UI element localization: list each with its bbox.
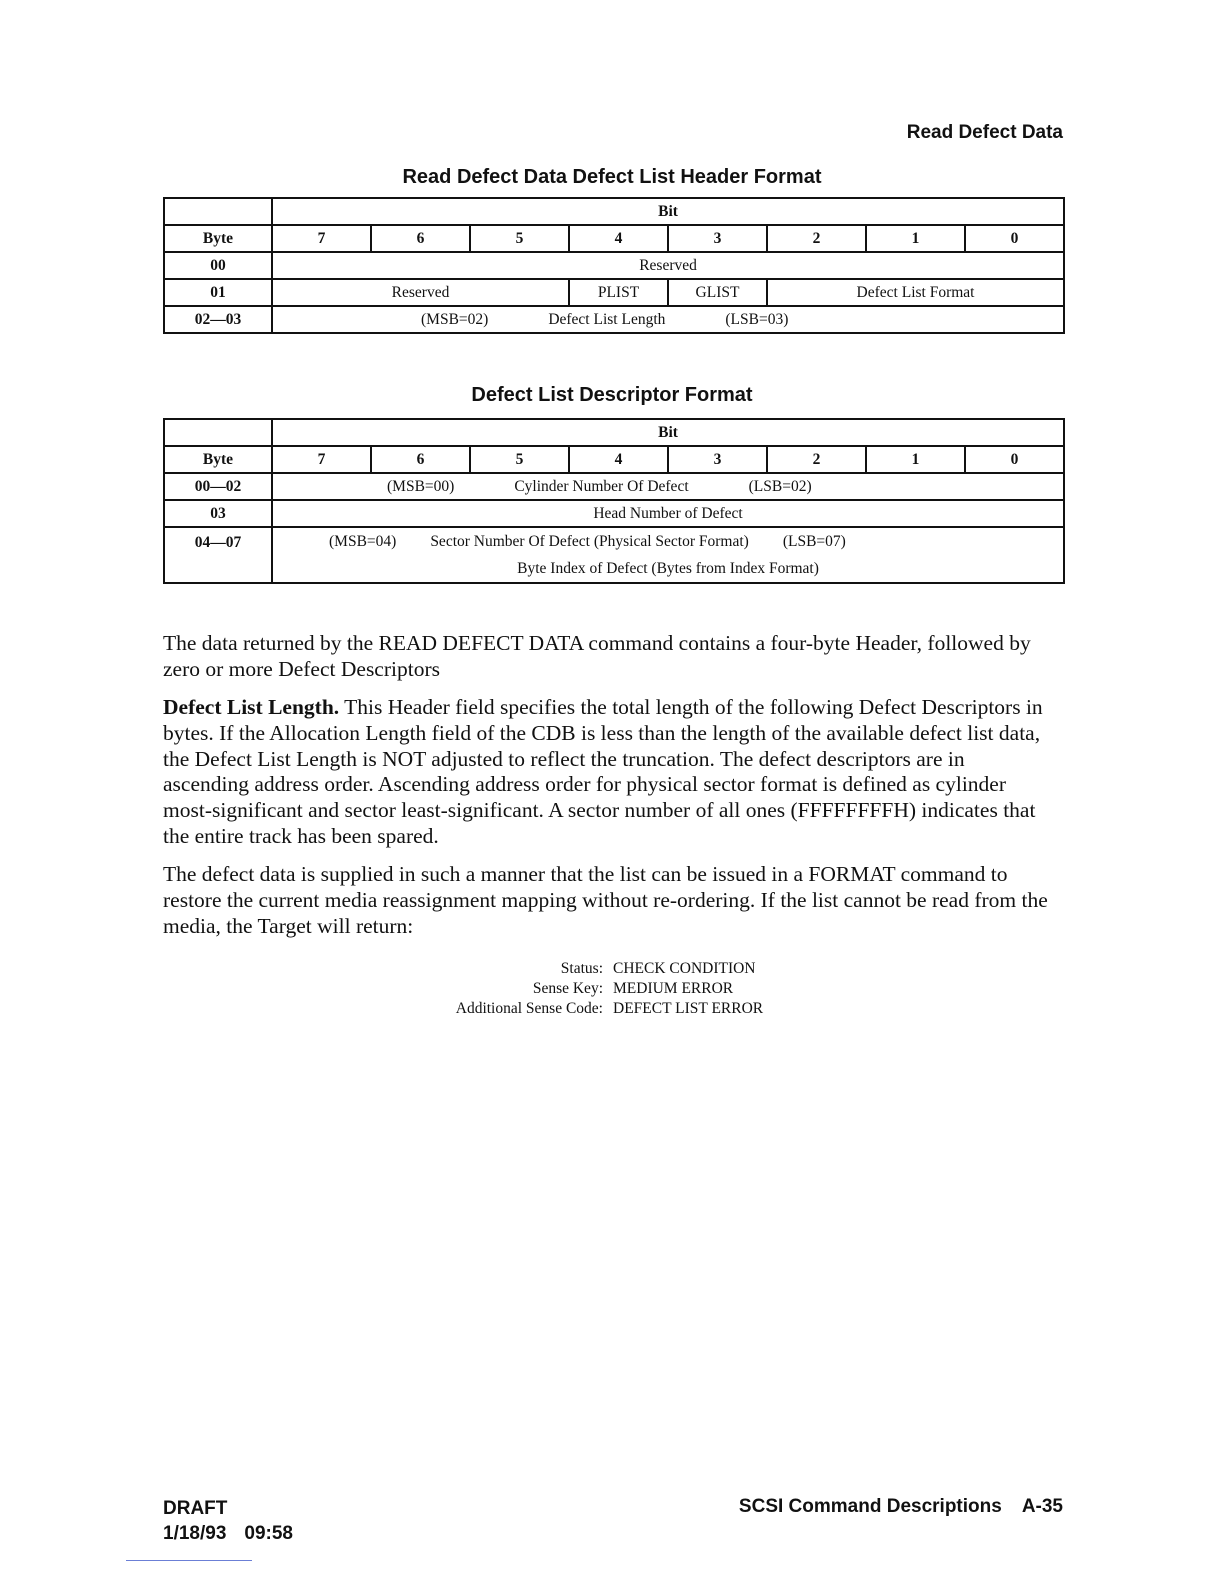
bit-number: 2: [767, 225, 866, 252]
field-head-number: Head Number of Defect: [272, 500, 1064, 527]
field-glist: GLIST: [668, 279, 767, 306]
table2-title: Defect List Descriptor Format: [471, 384, 753, 406]
msb-marker: (MSB=02): [421, 311, 489, 328]
paragraph-text: This Header field specifies the total length of the following Defect Descriptors in bytes. If the Allocation Length field of the CDB is less than the length of the available defect list data, the Defect List Length is NOT adjusted to reflect the truncation. The defect descriptors are in ascending address order. Ascending address order for physical sector format is defined as cylinder most-significant and sector least-significant. A sector number of all ones (FFFFFFFFH) indicates that the entire track has been spared.: [163, 695, 1043, 848]
field-defect-list-length: [272, 306, 1064, 333]
byte-index: 03: [164, 500, 272, 527]
field-cylinder-number: [272, 473, 1064, 500]
field-reserved: Reserved: [272, 279, 569, 306]
table-row: [164, 419, 1064, 446]
defect-descriptor-table: [163, 418, 1065, 584]
table-row: [164, 279, 1064, 306]
bit-number: 3: [668, 446, 767, 473]
footer-section-title: SCSI Command Descriptions: [738, 1496, 1002, 1517]
status-value: CHECK CONDITION: [613, 960, 756, 977]
status-row: [0, 959, 1224, 979]
byte-index: 01: [164, 279, 272, 306]
field-plist: PLIST: [569, 279, 668, 306]
page-number: A-35: [1021, 1496, 1063, 1517]
table-row: [164, 473, 1064, 500]
status-value: DEFECT LIST ERROR: [613, 1000, 764, 1017]
byte-index: 02—03: [164, 306, 272, 333]
field-byte-index-alt: Byte Index of Defect (Bytes from Index Format): [517, 560, 819, 577]
bit-number: 4: [569, 225, 668, 252]
draft-time: 09:58: [244, 1523, 294, 1544]
running-header: Read Defect Data: [906, 122, 1063, 143]
table-cell: [164, 198, 272, 225]
table-row: [164, 446, 1064, 473]
bit-number: 7: [272, 225, 371, 252]
bit-number: 0: [965, 446, 1064, 473]
byte-header: Byte: [164, 446, 272, 473]
paragraph-intro: The data returned by the READ DEFECT DATA command contains a four-byte Header, followed by zero or more Defect Descriptors: [163, 631, 1031, 681]
table-row: [164, 527, 1064, 583]
field-label: Sector Number Of Defect (Physical Sector Format): [430, 533, 749, 550]
bit-number: 0: [965, 225, 1064, 252]
status-row: [0, 979, 1224, 999]
bit-number: 1: [866, 446, 965, 473]
table-row: [164, 225, 1064, 252]
table1-title: Read Defect Data Defect List Header Format: [402, 166, 822, 188]
paragraph-defect-list-length: [163, 695, 1053, 850]
byte-index: 04—07: [164, 527, 272, 583]
status-value: MEDIUM ERROR: [613, 980, 734, 997]
lsb-marker: (LSB=07): [782, 533, 846, 550]
table-row: [164, 306, 1064, 333]
defect-list-header-table: [163, 197, 1065, 334]
field-label: Defect List Length: [548, 311, 666, 328]
field-reserved: Reserved: [272, 252, 1064, 279]
lsb-marker: (LSB=03): [725, 311, 789, 328]
status-label: Additional Sense Code:: [455, 1000, 603, 1017]
table-row: [164, 500, 1064, 527]
status-row: [0, 999, 1224, 1019]
msb-marker: (MSB=00): [387, 478, 455, 495]
field-sector-number: [272, 527, 1064, 583]
status-label: Sense Key:: [532, 980, 603, 997]
bit-number: 5: [470, 446, 569, 473]
byte-header: Byte: [164, 225, 272, 252]
footer-section: [739, 1496, 1063, 1518]
status-label: Status:: [560, 960, 603, 977]
draft-date: 1/18/93: [163, 1523, 227, 1544]
bit-number: 2: [767, 446, 866, 473]
bit-header: Bit: [272, 419, 1064, 446]
footer-rule: [126, 1560, 252, 1561]
field-defect-list-format: Defect List Format: [767, 279, 1064, 306]
footer-draft-stamp: [163, 1496, 293, 1546]
lsb-marker: (LSB=02): [748, 478, 812, 495]
draft-label: DRAFT: [163, 1498, 228, 1519]
bit-number: 6: [371, 446, 470, 473]
bit-number: 5: [470, 225, 569, 252]
msb-marker: (MSB=04): [329, 533, 397, 550]
table-row: [164, 198, 1064, 225]
bit-number: 4: [569, 446, 668, 473]
bit-number: 1: [866, 225, 965, 252]
table-cell: [164, 419, 272, 446]
field-label: Cylinder Number Of Defect: [514, 478, 689, 495]
paragraph-format-note: The defect data is supplied in such a manner that the list can be issued in a FORMAT command to restore the current media reassignment mapping without re-ordering. If the list cannot be read from the media, the Target will return:: [163, 862, 1048, 938]
bit-header: Bit: [272, 198, 1064, 225]
bit-number: 3: [668, 225, 767, 252]
paragraph-lead: Defect List Length.: [163, 695, 340, 719]
byte-index: 00: [164, 252, 272, 279]
bit-number: 6: [371, 225, 470, 252]
bit-number: 7: [272, 446, 371, 473]
draft-datetime: [163, 1521, 293, 1546]
table-row: [164, 252, 1064, 279]
byte-index: 00—02: [164, 473, 272, 500]
